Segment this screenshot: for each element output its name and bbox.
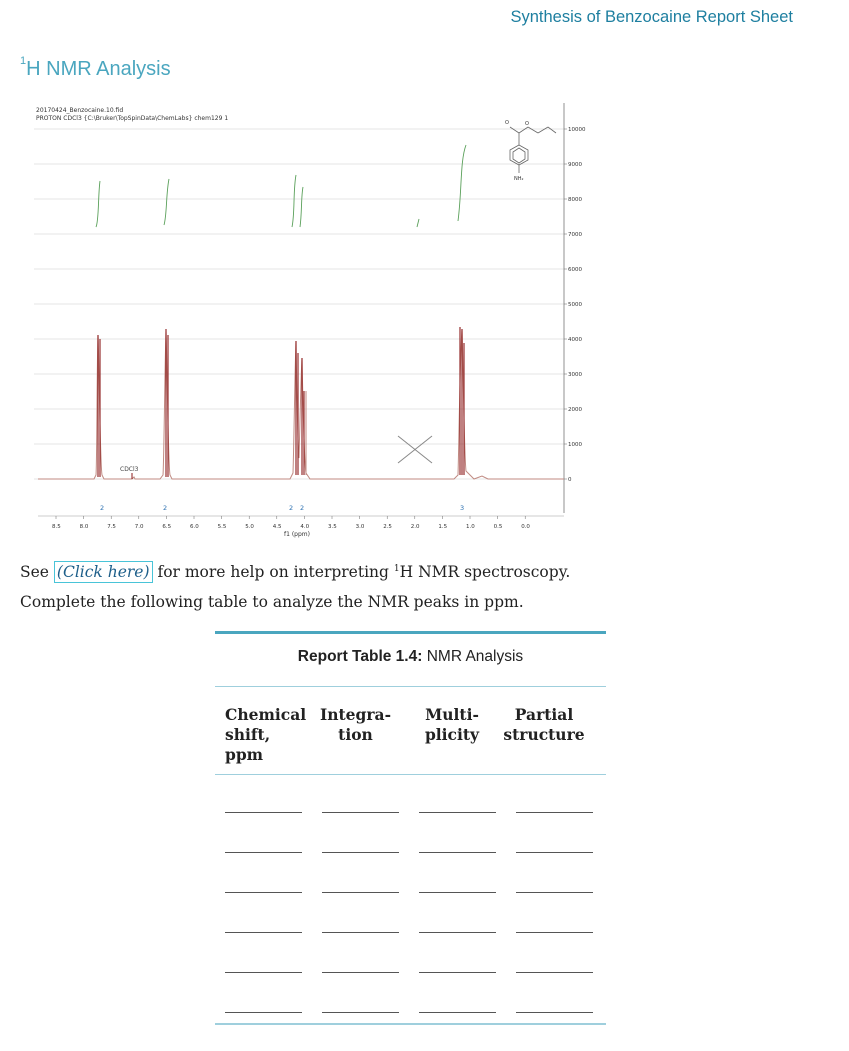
x-tick-label: 6.5 — [162, 524, 172, 530]
answer-blank-integration[interactable] — [322, 852, 399, 853]
help-paragraph — [20, 563, 570, 581]
answer-blank-chemical-shift[interactable] — [225, 812, 302, 813]
table-top-rule — [215, 631, 606, 634]
spectrum-baseline-trace — [38, 329, 564, 479]
answer-blank-partial-structure[interactable] — [516, 892, 593, 893]
nmr-spectrum-image — [34, 103, 592, 541]
answer-blank-multiplicity[interactable] — [419, 972, 496, 973]
integration-value: 2 — [289, 504, 294, 512]
answer-blank-partial-structure[interactable] — [516, 812, 593, 813]
superscript-one: 1 — [20, 55, 27, 68]
y-tick-label: 8000 — [568, 197, 582, 203]
x-tick-label: 7.0 — [134, 524, 144, 530]
y-tick-label: 3000 — [568, 372, 582, 378]
instruction-text: Complete the following table to analyze the NMR peaks in ppm. — [20, 593, 524, 611]
table-caption — [215, 648, 606, 686]
x-tick-label: 2.5 — [383, 524, 392, 530]
integration-value: 2 — [300, 504, 305, 512]
answer-blank-integration[interactable] — [322, 892, 399, 893]
header-chemical-shift: Chemical shift, ppm — [225, 705, 307, 764]
x-tick-label: 1.0 — [466, 524, 475, 530]
spectrum-meta-line2: PROTON CDCl3 {C:\Bruker\TopSpinData\ChemLabs} chem129 1 — [36, 115, 229, 122]
answer-blank-multiplicity[interactable] — [419, 812, 496, 813]
see-text: See — [20, 563, 49, 581]
answer-blank-multiplicity[interactable] — [419, 1012, 496, 1013]
x-tick-label: 0.0 — [521, 524, 530, 530]
x-tick-label: 8.5 — [52, 524, 61, 530]
x-tick-label: 5.0 — [245, 524, 254, 530]
answer-blank-chemical-shift[interactable] — [225, 972, 302, 973]
x-tick-label: 8.0 — [79, 524, 89, 530]
table-bottom-rule — [215, 1023, 606, 1025]
answer-row — [215, 941, 606, 981]
integration-values — [100, 504, 464, 512]
table-header-row — [215, 687, 606, 774]
y-tick-label: 2000 — [568, 407, 582, 413]
header-integration: Integra-tion — [319, 705, 392, 744]
answer-row — [215, 901, 606, 941]
y-tick-label: 6000 — [568, 267, 582, 273]
answer-blank-chemical-shift[interactable] — [225, 892, 302, 893]
y-tick-label: 5000 — [568, 302, 582, 308]
solvent-label: CDCl3 — [120, 466, 139, 473]
y-axis — [564, 103, 586, 513]
help-text-end: H NMR spectroscopy. — [399, 563, 571, 581]
x-tick-label: 3.5 — [328, 524, 337, 530]
carbonyl-oxygen-label: O — [505, 120, 509, 126]
answer-blank-integration[interactable] — [322, 932, 399, 933]
x-tick-label: 2.0 — [410, 524, 420, 530]
answer-blank-multiplicity[interactable] — [419, 892, 496, 893]
x-tick-label: 4.0 — [300, 524, 310, 530]
answer-row — [215, 861, 606, 901]
x-tick-label: 5.5 — [217, 524, 227, 530]
table-body — [215, 775, 606, 1021]
answer-blank-multiplicity[interactable] — [419, 932, 496, 933]
answer-blank-partial-structure[interactable] — [516, 1012, 593, 1013]
superscript-one: 1 — [393, 564, 400, 574]
x-tick-label: 1.5 — [438, 524, 448, 530]
report-header-title: Synthesis of Benzocaine Report Sheet — [510, 8, 793, 26]
answer-row — [215, 781, 606, 821]
answer-blank-chemical-shift[interactable] — [225, 852, 302, 853]
answer-blank-partial-structure[interactable] — [516, 852, 593, 853]
answer-blank-partial-structure[interactable] — [516, 932, 593, 933]
report-table — [215, 631, 606, 1025]
ester-oxygen-label: O — [525, 121, 529, 127]
answer-blank-multiplicity[interactable] — [419, 852, 496, 853]
x-tick-label: 3.0 — [355, 524, 365, 530]
answer-row — [215, 821, 606, 861]
answer-blank-chemical-shift[interactable] — [225, 1012, 302, 1013]
x-axis-label: f1 (ppm) — [284, 531, 310, 538]
answer-blank-integration[interactable] — [322, 972, 399, 973]
integral-curves — [96, 145, 466, 227]
table-caption-label: Report Table 1.4: — [297, 648, 423, 665]
x-tick-label: 6.0 — [190, 524, 199, 530]
y-tick-label: 9000 — [568, 162, 582, 168]
integration-value: 3 — [460, 504, 465, 512]
section-title-text: H NMR Analysis — [26, 58, 171, 80]
answer-blank-chemical-shift[interactable] — [225, 932, 302, 933]
integration-value: 2 — [100, 504, 105, 512]
x-tick-label: 4.5 — [272, 524, 282, 530]
y-tick-label: 0 — [568, 477, 572, 483]
spectrum-gridlines — [34, 129, 564, 479]
answer-blank-integration[interactable] — [322, 812, 399, 813]
help-text: for more help on interpreting — [157, 563, 389, 581]
x-axis — [38, 516, 564, 538]
y-tick-label: 7000 — [568, 232, 582, 238]
integration-value: 2 — [163, 504, 168, 512]
section-title — [20, 55, 171, 81]
header-partial-structure: Partial structure — [503, 705, 585, 744]
table-caption-title: NMR Analysis — [426, 648, 524, 665]
amine-label: NH₂ — [514, 176, 524, 182]
answer-blank-integration[interactable] — [322, 1012, 399, 1013]
excluded-peak-marker — [398, 436, 432, 463]
click-here-link[interactable]: (Click here) — [54, 561, 153, 583]
y-tick-label: 4000 — [568, 337, 582, 343]
y-tick-label: 10000 — [568, 127, 586, 133]
header-multiplicity: Multi-plicity — [424, 705, 480, 744]
spectrum-meta-line1: 20170424_Benzocaine.10.fid — [36, 107, 124, 114]
y-tick-label: 1000 — [568, 442, 582, 448]
answer-blank-partial-structure[interactable] — [516, 972, 593, 973]
x-tick-label: 7.5 — [107, 524, 116, 530]
x-tick-label: 0.5 — [493, 524, 503, 530]
answer-row — [215, 981, 606, 1021]
